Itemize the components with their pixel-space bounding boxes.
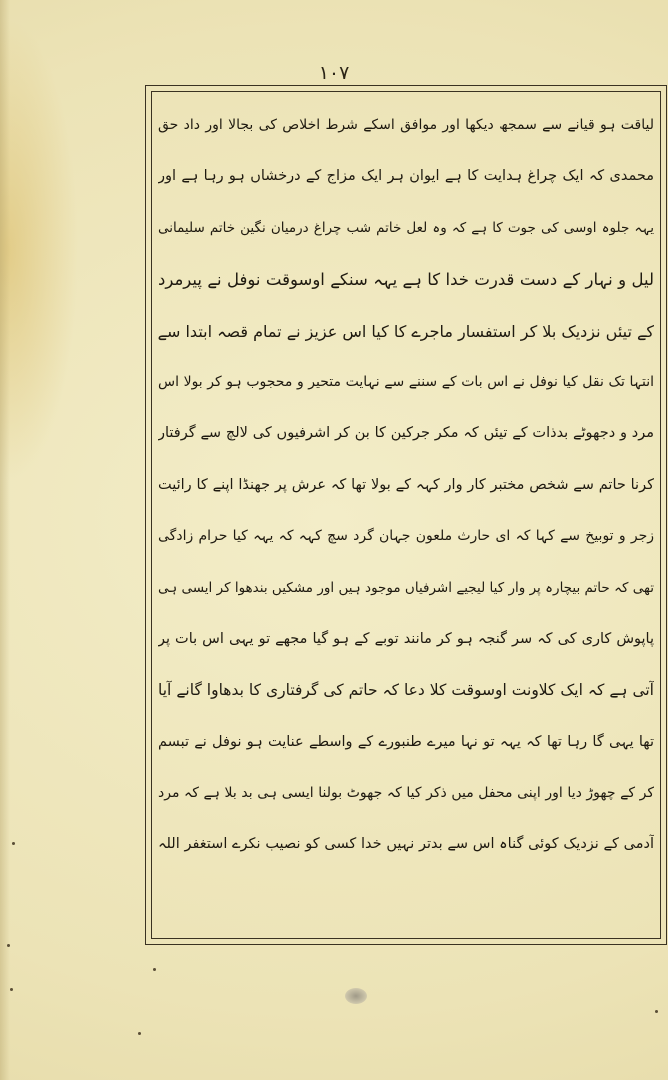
- ink-speck: [7, 944, 10, 947]
- text-line: تھی کہ حاتم بیچارہ پر وار کیا لیجیے اشرفیاں موجود ہیں اور مشکیں بندھوا کر ایسی ہی: [158, 579, 654, 596]
- page-number: ۱۰۷: [318, 62, 350, 84]
- text-line: لیل و نہار کے دست قدرت خدا کا ہے یہہ سنکے اوسوقت نوفل نے پیرمرد: [158, 270, 654, 290]
- text-line: لیاقت ہو قیانے سے سمجھ دیکھا اور موافق اسکے شرط اخلاص کی بجالا اور داد حق: [158, 117, 654, 133]
- ink-speck: [12, 842, 15, 845]
- ink-speck: [655, 1010, 658, 1013]
- text-block: [158, 100, 654, 935]
- ink-speck: [153, 968, 156, 971]
- ink-speck: [10, 988, 13, 991]
- spine-shadow: [0, 0, 10, 1080]
- text-line: کرنا حاتم سے شخص مختبر کار وار کہہ کے بولا تھا کہ عرش پر جھنڈا اپنے کا رائیت: [158, 476, 654, 493]
- text-line: آتی ہے کہ ایک کلاونت اوسوقت کلا دعا کہ حاتم کی گرفتاری کا بدھاوا گانے آیا: [158, 681, 654, 700]
- text-line: مرد و دجھوٹے بدذات کے تیئں کہ مکر جرکین کا بن کر اشرفیوں کی لالچ سے گرفتار: [158, 425, 654, 442]
- text-line: کر کے چھوڑ دیا اور اپنی محفل میں ذکر کیا کہ جھوٹ بولنا ایسی ہی بد بلا ہے کہ مرد: [158, 785, 654, 802]
- text-line: یہہ جلوہ اوسی کی جوت کا ہے کہ وہ لعل خاتم شب چراغ درمیان نگین خاتم سلیمانی: [158, 219, 654, 236]
- text-line: انتہا تک نقل کیا نوفل نے اس بات کے سننے سے نہایت متحیر و محجوب ہو کر بولا اس: [158, 373, 654, 390]
- text-line: کے تیئں نزدیک بلا کر استفسار ماجرے کا کیا اس عزیز نے تمام قصہ ابتدا سے: [158, 321, 654, 341]
- text-line: آدمی کے نزدیک کوئی گناہ اس سے بدتر نہیں خدا کسی کو نصیب نکرے استغفر اللہ: [158, 836, 654, 853]
- text-line: تھا یہی گا رہا تھا کہ یہہ تو نہا میرے طنبورے کے واسطے عنایت ہو نوفل نے تبسم: [158, 733, 654, 750]
- text-line: محمدی کہ ایک چراغ ہدایت کا ہے ایوان ہر ایک مزاج کے درخشاں ہو رہا ہے اور: [158, 168, 654, 185]
- ink-smudge: [345, 988, 367, 1004]
- text-line: پاپوش کاری کی کہ سر گنجہ ہو کر مانند توبے کے ہو گیا مجھے تو یہی اس بات پر: [158, 630, 654, 647]
- text-line: زجر و توبیخ سے کہا کہ ای حارث ملعون جہان گرد سچ کہہ کہ یہہ کیا حرام زادگی: [158, 528, 654, 545]
- ink-speck: [138, 1032, 141, 1035]
